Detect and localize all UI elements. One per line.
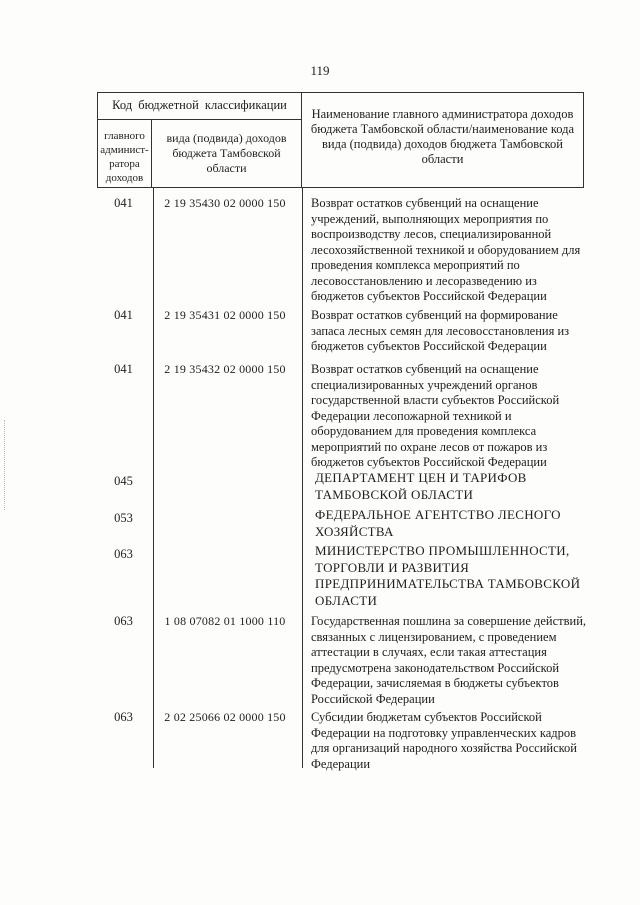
body-col-divider-1 [153,188,154,768]
admin-code: 045 [114,474,133,488]
table-header [97,92,584,188]
header-admin-code: главного админист-ратора доходов [100,130,149,184]
income-name: Возврат остатков субвенций на оснащение учреждений, выполняющих мероприятия по воспроизводству лесов, специализированной лесохозяйственной техникой и оборудованием для проведения комплекса мероприятий по лесовосстановлению и лесоразведению из бюджетов субъектов Российской Федерации [311,196,581,303]
income-name: Государственная пошлина за совершение действий, связанных с лицензированием, с проведением аттестации в случаях, если такая аттестация предусмотрена законодательством Российской Федерации, зачисляемая в бюджеты субъектов Российской Федерации [311,614,587,706]
income-name: Возврат остатков субвенций на оснащение специализированных учреждений органов государственной власти субъектов Российской Федерации лесопожарной техникой и оборудованием для проведения комплекса мероприятий по охране лесов от пожаров из бюджетов субъектов Российской Федерации [311,362,560,469]
header-divider [98,119,301,120]
body-col-divider-2 [302,188,303,768]
income-code: 2 19 35432 02 0000 150 [164,362,286,376]
admin-code: 041 [114,308,133,322]
header-name: Наименование главного администратора доходов бюджета Тамбовской области/наименование кода вида (подвида) доходов бюджета Тамбовской области [310,107,575,166]
income-code: 2 19 35430 02 0000 150 [164,196,286,210]
income-code: 2 19 35431 02 0000 150 [164,308,286,322]
admin-code: 063 [114,547,133,561]
organization-name: ДЕПАРТАМЕНТ ЦЕН И ТАРИФОВ ТАМБОВСКОЙ ОБЛАСТИ [315,470,527,502]
admin-code: 041 [114,196,133,210]
income-name: Субсидии бюджетам субъектов Российской Федерации на подготовку управленческих кадров для организаций народного хозяйства Российской Федерации [311,710,577,771]
header-group-title: Код бюджетной классификации [112,98,287,112]
admin-code: 063 [114,614,133,628]
income-name: Возврат остатков субвенций на формирование запаса лесных семян для лесовосстановления из бюджетов субъектов Российской Федерации [311,308,570,353]
page-number: 119 [310,63,330,78]
admin-code: 063 [114,710,133,724]
organization-name: МИНИСТЕРСТВО ПРОМЫШЛЕННОСТИ, ТОРГОВЛИ И РАЗВИТИЯ ПРЕДПРИНИМАТЕЛЬСТВА ТАМБОВСКОЙ ОБЛАСТИ [315,543,581,608]
organization-name: ФЕДЕРАЛЬНОЕ АГЕНТСТВО ЛЕСНОГО ХОЗЯЙСТВА [315,507,561,539]
scan-margin-mark [4,420,7,510]
income-code: 1 08 07082 01 1000 110 [164,614,286,628]
admin-code: 041 [114,362,133,376]
income-code: 2 02 25066 02 0000 150 [164,710,286,724]
admin-code: 053 [114,511,133,525]
header-income-code: вида (подвида) доходов бюджета Тамбовской области [166,131,287,175]
